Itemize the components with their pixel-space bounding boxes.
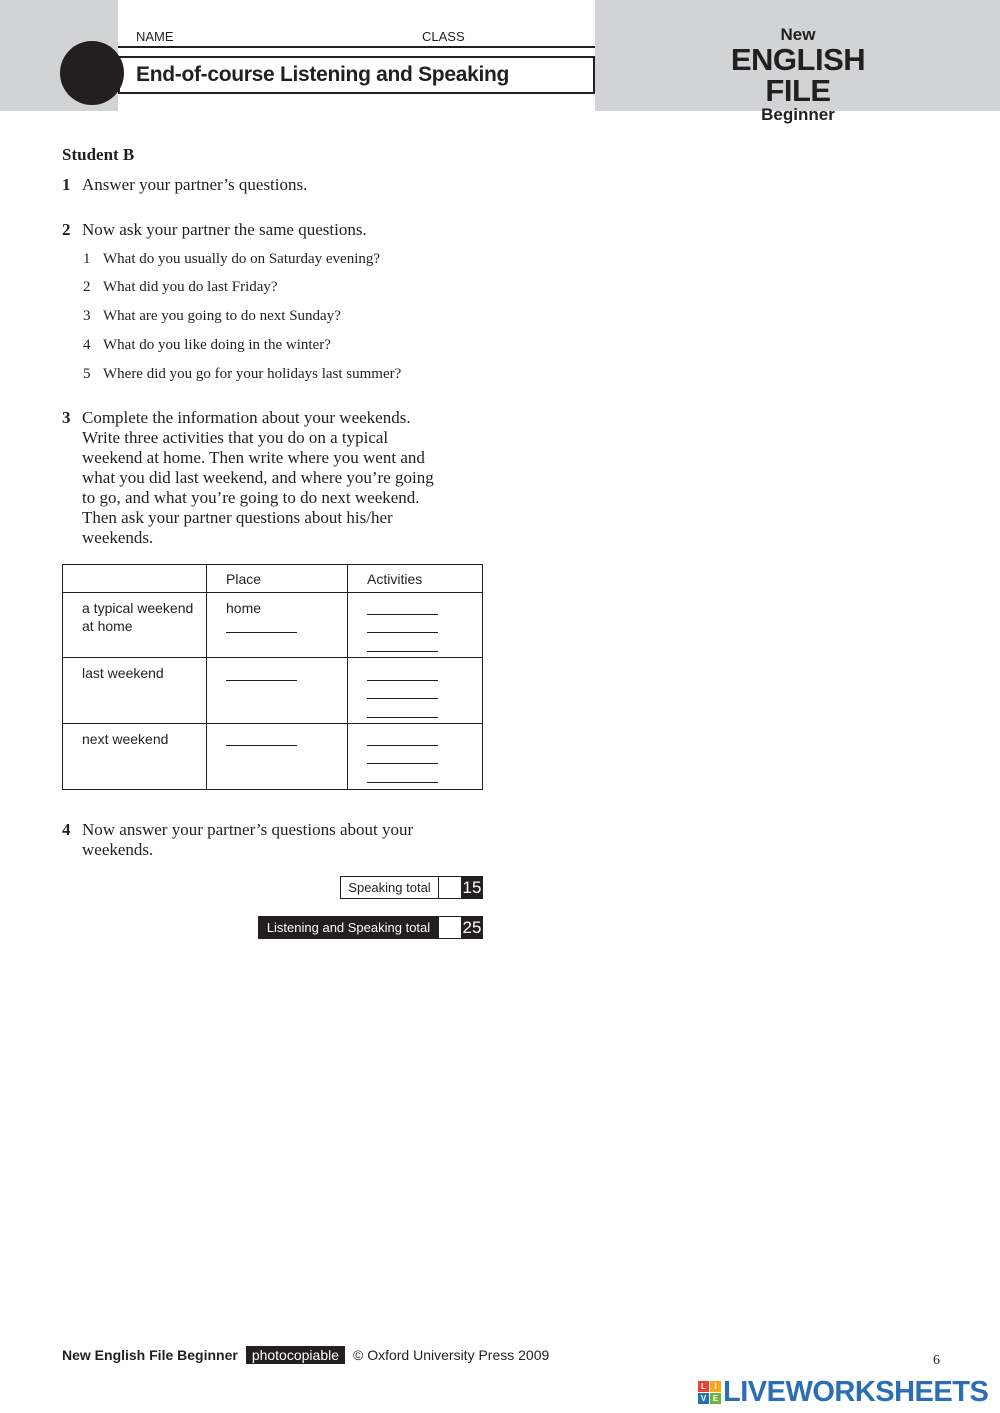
table-divider — [206, 565, 207, 789]
brand-line3: Beginner — [761, 105, 835, 124]
title-box — [118, 56, 595, 94]
table-divider — [63, 657, 482, 658]
place-blank[interactable] — [226, 745, 297, 746]
activity-blank[interactable] — [367, 763, 438, 764]
task-line: weekends. — [82, 528, 154, 547]
photocopiable-badge: photocopiable — [246, 1346, 345, 1364]
task-text — [82, 408, 434, 548]
task-line: Write three activities that you do on a typical — [82, 428, 389, 447]
row-label: next weekend — [82, 731, 169, 747]
task-line: weekends. — [82, 840, 154, 859]
task-line: weekend at home. Then write where you went and — [82, 448, 425, 467]
brand-logo — [700, 26, 896, 124]
task-number: 1 — [62, 175, 71, 194]
icon-letter: I — [710, 1381, 721, 1392]
question-text: What did you do last Friday? — [103, 279, 278, 295]
footer-copyright: © Oxford University Press 2009 — [353, 1347, 550, 1363]
question-number: 5 — [83, 366, 91, 382]
name-label: NAME — [136, 29, 174, 44]
row-label: last weekend — [82, 665, 164, 681]
activity-blank[interactable] — [367, 651, 438, 652]
column-header-place: Place — [226, 571, 262, 587]
question-text: What are you going to do next Sunday? — [103, 308, 341, 324]
liveworksheets-icon — [698, 1381, 721, 1404]
question-text: What do you usually do on Saturday evening? — [103, 251, 381, 267]
table-divider — [347, 565, 348, 789]
row-label-line: at home — [82, 618, 133, 634]
task-line: what you did last weekend, and where you’re going — [82, 468, 434, 487]
question-number: 1 — [83, 251, 91, 267]
footer — [62, 1346, 549, 1364]
liveworksheets-logo — [698, 1376, 988, 1409]
listening-speaking-total-max: 25 — [462, 917, 482, 937]
liveworksheets-text: LIVEWORKSHEETS — [723, 1376, 989, 1408]
column-header-activities: Activities — [367, 571, 423, 587]
task-line: Then ask your partner questions about his/her — [82, 508, 393, 527]
question-text: Where did you go for your holidays last summer? — [103, 366, 402, 382]
page-title: End-of-course Listening and Speaking — [136, 63, 510, 86]
place-blank[interactable] — [226, 680, 297, 681]
task-text — [82, 820, 413, 860]
question-text: What do you like doing in the winter? — [103, 337, 331, 353]
activity-blank[interactable] — [367, 717, 438, 718]
activity-blank[interactable] — [367, 680, 438, 681]
student-heading: Student B — [62, 145, 135, 164]
task-line: to go, and what you’re going to do next weekend. — [82, 488, 420, 507]
activity-blank[interactable] — [367, 632, 438, 633]
speaking-total-box — [340, 876, 483, 899]
place-blank[interactable] — [226, 632, 297, 633]
icon-letter: V — [698, 1393, 709, 1404]
task-text: Answer your partner’s questions. — [82, 175, 308, 194]
name-class-line — [118, 46, 595, 48]
activity-blank[interactable] — [367, 614, 438, 615]
class-label: CLASS — [422, 29, 465, 44]
task-line: Complete the information about your weekends. — [82, 408, 411, 427]
question-number: 4 — [83, 337, 91, 353]
task-number: 4 — [62, 820, 71, 839]
row-label-line: a typical weekend — [82, 600, 194, 616]
speaking-total-label: Speaking total — [348, 880, 431, 895]
page-number: 6 — [933, 1353, 940, 1368]
task-text: Now ask your partner the same questions. — [82, 220, 367, 239]
task-number: 2 — [62, 220, 71, 239]
brand-line1: New — [780, 25, 816, 44]
footer-book: New English File Beginner — [62, 1347, 238, 1363]
icon-letter: L — [698, 1381, 709, 1392]
question-number: 2 — [83, 279, 91, 295]
question-number: 3 — [83, 308, 91, 324]
black-circle-icon — [60, 41, 124, 105]
place-value: home — [226, 600, 262, 616]
listening-speaking-total-label: Listening and Speaking total — [266, 920, 431, 935]
listening-speaking-total-box — [258, 916, 483, 939]
task-number: 3 — [62, 408, 71, 427]
speaking-total-max: 15 — [462, 877, 482, 897]
icon-letter: E — [710, 1393, 721, 1404]
activity-blank[interactable] — [367, 745, 438, 746]
listening-speaking-score-input[interactable] — [438, 917, 461, 938]
table-divider — [63, 592, 482, 593]
activity-blank[interactable] — [367, 698, 438, 699]
row-label — [82, 599, 193, 635]
brand-line2: ENGLISH FILE — [730, 42, 866, 108]
table-divider — [63, 723, 482, 724]
speaking-score-input[interactable] — [438, 877, 461, 898]
task-line: Now answer your partner’s questions about your — [82, 820, 414, 839]
weekends-table — [62, 564, 483, 790]
activity-blank[interactable] — [367, 782, 438, 783]
